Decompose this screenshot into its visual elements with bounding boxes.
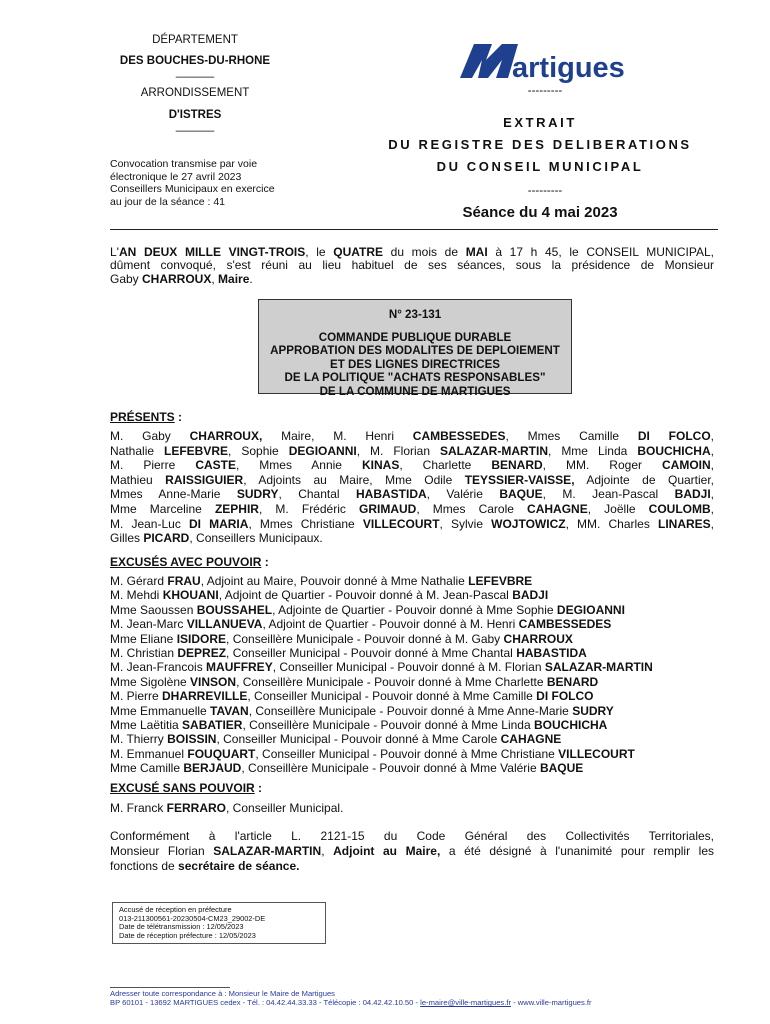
text-run: M. Mehdi	[110, 588, 163, 603]
text-run: , M. Jean-Pascal	[542, 487, 675, 502]
text-run: à 17 h 45, le CONSEIL MUNICIPAL,	[487, 245, 715, 259]
footer-line-1: Adresser toute correspondance à : Monsieur le Maire de Martigues	[110, 989, 335, 998]
text-run: ,	[710, 501, 714, 516]
text-run: , Conseillers Municipaux.	[189, 531, 323, 546]
excuse-sans-section	[110, 781, 714, 815]
bold-text-run: PICARD	[143, 531, 190, 546]
footer-address: BP 60101 - 13692 MARTIGUES cedex - Tél. : 04.42.44.33.33 - Télécopie : 04.42.42.10.50 -	[110, 998, 421, 1008]
text-run: , M. Florian	[356, 443, 441, 458]
text-run: du mois de	[383, 245, 466, 259]
text-run: M. Christian	[110, 646, 178, 661]
excuses-list	[110, 574, 714, 776]
text-run: , le	[305, 245, 334, 259]
convocation-block	[110, 158, 310, 208]
bold-text-run: DEPREZ	[177, 646, 227, 661]
excuse-line	[110, 718, 714, 732]
bold-text-run: VINSON	[190, 674, 237, 689]
text-run: M. Gérard	[110, 574, 168, 588]
text-run: Mme Marceline	[110, 501, 215, 516]
text-run: Mme Emmanuelle	[110, 703, 211, 718]
text-run: Maire, M. Henri	[262, 429, 413, 443]
conformement-line-1	[110, 829, 714, 844]
text-run: , Chantal	[278, 487, 356, 502]
stamp-line: Date de télétransmission : 12/05/2023	[119, 922, 244, 932]
text-run: ,	[710, 487, 715, 502]
text-run: M. Jean-Marc	[110, 617, 187, 632]
excuses-heading-suffix: :	[261, 555, 269, 569]
bold-text-run: SALAZAR-MARTIN	[213, 844, 322, 858]
text-run: ,	[710, 458, 714, 473]
separator: ______	[175, 66, 215, 78]
presents-heading: PRÉSENTS	[110, 410, 175, 424]
text-run: , Sophie	[228, 443, 289, 458]
deliberation-title-line: COMMANDE PUBLIQUE DURABLE	[318, 330, 512, 344]
text-run: Mmes Anne-Marie	[110, 487, 237, 502]
excuse-line	[110, 617, 714, 631]
bold-text-run: KINAS	[361, 458, 400, 473]
bold-text-run: ZEPHIR	[214, 501, 259, 516]
excuse-line	[110, 747, 714, 761]
text-run: , Conseillère Municipale - Pouvoir donné à Mme Linda	[242, 718, 534, 733]
martigues-logo	[458, 40, 630, 84]
excuse-sans-heading-row	[110, 781, 714, 795]
bold-text-run: BAQUE	[499, 487, 543, 502]
excuse-line	[110, 632, 714, 646]
stamp-line: Accusé de réception en préfecture	[119, 905, 232, 914]
text-run: , Mmes Camille	[505, 429, 638, 443]
bold-text-run: LINARES	[657, 516, 711, 531]
text-run: M. Gaby	[110, 429, 190, 443]
intro-line-2	[110, 259, 714, 272]
text-run: , MM. Charles	[565, 516, 658, 531]
excuses-heading: EXCUSÉS AVEC POUVOIR	[110, 555, 262, 569]
deliberation-title-line: ET DES LIGNES DIRECTRICES	[329, 357, 501, 371]
excuse-line	[110, 574, 714, 588]
text-run: , Conseiller Municipal - Pouvoir donné à Mme Christiane	[255, 746, 559, 761]
text-run: , Mmes Annie	[235, 458, 362, 473]
bold-text-run: CHARROUX	[503, 631, 573, 646]
bold-text-run: CHARROUX,	[189, 429, 263, 443]
excuse-line	[110, 660, 714, 674]
extrait-separator: ---------	[527, 185, 563, 197]
convocation-line: au jour de la séance : 41	[110, 195, 225, 208]
text-run: , Sylvie	[439, 516, 492, 531]
bold-text-run: BADJI	[674, 487, 711, 502]
bold-text-run: HABASTIDA	[516, 646, 587, 661]
bold-text-run: CAMBESSEDES	[412, 429, 506, 443]
excuse-sans-heading: EXCUSÉ SANS POUVOIR	[110, 781, 255, 795]
bold-text-run: DEGIOANNI	[288, 443, 357, 458]
arrondissement-label: ARRONDISSEMENT	[140, 87, 250, 99]
seance-date: Séance du 4 mai 2023	[462, 204, 618, 221]
text-run: , Conseiller Municipal - Pouvoir donné à Mme Carole	[216, 732, 501, 747]
extrait-title: EXTRAIT	[503, 115, 577, 130]
header-rule	[110, 229, 718, 230]
excuses-heading-row	[110, 555, 714, 569]
text-run: L'	[110, 245, 119, 259]
text-run: , Adjoints au Maire, Mme Odile	[243, 472, 465, 487]
text-run: ,	[710, 429, 715, 443]
presents-list	[110, 429, 714, 546]
conformement-line-2	[110, 844, 714, 859]
text-run: ,	[211, 271, 219, 286]
text-run: a été désigné à l'unanimité pour remplir les	[440, 844, 715, 858]
text-run: , Conseillère Municipale - Pouvoir donné à Mme Anne-Marie	[248, 703, 573, 718]
text-run: , Joëlle	[587, 501, 649, 516]
bold-text-run: TEYSSIER-VAISSE,	[464, 472, 575, 487]
text-run: M. Jean-Luc	[110, 516, 189, 531]
text-run: , Charlette	[399, 458, 492, 473]
arrondissement-name: D'ISTRES	[168, 109, 222, 121]
excuse-sans-heading-suffix: :	[254, 781, 263, 795]
bold-text-run: KHOUANI	[162, 588, 219, 603]
text-run: , Conseiller Municipal - Pouvoir donné à Mme Camille	[247, 689, 537, 704]
presents-line	[110, 531, 714, 546]
deliberation-title-line: DE LA COMMUNE DE MARTIGUES	[319, 384, 511, 398]
bold-text-run: DHARREVILLE	[162, 689, 248, 704]
excuse-sans-line	[110, 801, 714, 815]
prefecture-receipt-stamp	[112, 902, 326, 944]
bold-text-run: BADJI	[512, 588, 549, 603]
text-run: M. Pierre	[110, 458, 196, 473]
bold-text-run: TAVAN	[210, 703, 249, 718]
deliberation-title-line: APPROBATION DES MODALITES DE DEPLOIEMENT	[270, 344, 560, 357]
departement-name: DES BOUCHES-DU-RHONE	[119, 55, 271, 67]
intro-line-3	[110, 273, 714, 286]
bold-text-run: ISIDORE	[176, 631, 227, 646]
text-run: Monsieur Florian	[110, 844, 214, 858]
bold-text-run: FERRARO	[166, 801, 227, 815]
bold-text-run: DI FOLCO	[536, 689, 594, 704]
separator: ______	[175, 120, 215, 132]
text-run: , Conseiller Municipal - Pouvoir donné à Mme Chantal	[226, 646, 517, 661]
bold-text-run: RAISSIGUIER	[165, 472, 244, 487]
registre-title: DU REGISTRE DES DELIBERATIONS	[388, 137, 692, 152]
text-run: M. Pierre	[110, 689, 163, 704]
bold-text-run: BAQUE	[539, 761, 584, 776]
excuse-line	[110, 603, 714, 617]
bold-text-run: VILLECOURT	[362, 516, 440, 531]
excuse-line	[110, 761, 714, 775]
presents-line	[110, 444, 714, 459]
stamp-line: 013-211300561-20230504-CM23_29002-DE	[119, 913, 266, 923]
bold-text-run: secrétaire de séance.	[178, 859, 300, 873]
bold-text-run: BENARD	[546, 674, 599, 689]
conformement-paragraph	[110, 829, 714, 874]
text-run: Mme Saoussen	[110, 602, 197, 617]
bold-text-run: AN DEUX MILLE VINGT-TROIS	[118, 245, 306, 259]
bold-text-run: QUATRE	[333, 245, 384, 259]
intro-paragraph	[110, 246, 714, 286]
deliberation-number: N° 23-131	[388, 308, 442, 321]
deliberation-box	[258, 299, 572, 398]
text-run: ,	[710, 516, 714, 531]
bold-text-run: MAI	[465, 245, 488, 259]
text-run: , Valérie	[426, 487, 500, 502]
excuse-line	[110, 646, 714, 660]
bold-text-run: VILLECOURT	[558, 746, 635, 761]
text-run: M. Jean-Francois	[110, 660, 207, 675]
bold-text-run: BOUCHICHA	[637, 443, 711, 458]
text-run: , Conseillère Municipale - Pouvoir donné à Mme Charlette	[236, 674, 547, 689]
bold-text-run: BENARD	[491, 458, 543, 473]
bold-text-run: DI FOLCO	[637, 429, 711, 443]
text-run: Mathieu	[110, 472, 166, 487]
text-run: ,	[710, 443, 714, 458]
logo-text: artigues	[512, 52, 625, 84]
text-run: Mme Laëtitia	[110, 718, 183, 733]
bold-text-run: Maire	[218, 271, 250, 286]
footer-website: - www.ville-martigues.fr	[510, 998, 592, 1008]
text-run: Mme Camille	[110, 761, 184, 776]
deliberation-title-line: DE LA POLITIQUE "ACHATS RESPONSABLES"	[284, 371, 546, 384]
text-run: Conformément à l'article L. 2121-15 du Code Général des Collectivités Territoriales,	[110, 829, 714, 843]
bold-text-run: BERJAUD	[183, 761, 242, 776]
text-run: , Adjoint au Maire, Pouvoir donné à Mme Nathalie	[200, 574, 469, 588]
logo-separator: ---------	[527, 85, 563, 97]
bold-text-run: SUDRY	[572, 703, 614, 718]
text-run: , Mmes Christiane	[248, 516, 363, 531]
presents-line	[110, 458, 714, 473]
text-run: , Adjoint de Quartier - Pouvoir donné à M. Jean-Pascal	[218, 588, 513, 603]
text-run: .	[249, 271, 253, 286]
excuse-line	[110, 732, 714, 746]
bold-text-run: SALAZAR-MARTIN	[440, 443, 548, 458]
convocation-line: Conseillers Municipaux en exercice	[110, 183, 275, 196]
excuse-line	[110, 675, 714, 689]
text-run: , Conseillère Municipale - Pouvoir donné à Mme Valérie	[241, 761, 540, 776]
intro-line-1	[110, 246, 714, 259]
bold-text-run: CAHAGNE	[500, 732, 562, 747]
text-run: M. Thierry	[110, 732, 168, 747]
bold-text-run: CAMBESSEDES	[518, 617, 612, 632]
bold-text-run: Adjoint au Maire,	[333, 844, 441, 858]
text-run: , Adjoint de Quartier - Pouvoir donné à M. Henri	[262, 617, 519, 632]
text-run: Nathalie	[110, 443, 165, 458]
footer-rule	[110, 987, 230, 988]
presents-heading-row	[110, 410, 714, 424]
footer	[110, 989, 730, 1007]
bold-text-run: BOUCHICHA	[533, 718, 608, 733]
presents-line	[110, 517, 714, 532]
bold-text-run: SALAZAR-MARTIN	[544, 660, 653, 675]
convocation-line: électronique le 27 avril 2023	[110, 170, 242, 183]
bold-text-run: FOUQUART	[187, 746, 256, 761]
bold-text-run: BOUSSAHEL	[196, 602, 273, 617]
text-run: dûment convoqué, s'est réuni au lieu habituel de ses séances, sous la présidence de Monsieur	[110, 258, 714, 273]
bold-text-run: CASTE	[195, 458, 236, 473]
bold-text-run: LEFEBVRE	[164, 443, 229, 458]
text-run: , M. Frédéric	[258, 501, 359, 516]
text-run: , Conseiller Municipal.	[226, 801, 344, 815]
text-run: ,	[321, 844, 334, 858]
excuse-line	[110, 704, 714, 718]
text-run: Gaby	[110, 271, 143, 286]
footer-line-2	[110, 998, 730, 1007]
text-run: M. Franck	[110, 801, 167, 815]
text-run: fonctions de	[110, 859, 179, 873]
bold-text-run: LEFEVBRE	[468, 574, 533, 588]
conformement-line-3	[110, 859, 714, 874]
stamp-line: Date de réception préfecture : 12/05/2023	[119, 930, 256, 940]
conseil-title: DU CONSEIL MUNICIPAL	[436, 159, 644, 174]
text-run: , Mmes Carole	[416, 501, 528, 516]
presents-line	[110, 502, 714, 517]
text-run: , Mme Linda	[548, 443, 638, 458]
bold-text-run: SUDRY	[236, 487, 279, 502]
bold-text-run: DI MARIA	[188, 516, 249, 531]
text-run: , MM. Roger	[542, 458, 662, 473]
bold-text-run: FRAU	[167, 574, 201, 588]
departement-label: DÉPARTEMENT	[152, 34, 238, 46]
presents-line	[110, 429, 714, 444]
bold-text-run: BOISSIN	[167, 732, 217, 747]
bold-text-run: MAUFFREY	[206, 660, 273, 675]
text-run: , Adjointe de Quartier - Pouvoir donné à Mme Sophie	[272, 602, 557, 617]
bold-text-run: HABASTIDA	[356, 487, 427, 502]
text-run: Mme Eliane	[110, 631, 177, 646]
presents-line	[110, 473, 714, 488]
department-block	[95, 33, 295, 130]
convocation-line: Convocation transmise par voie	[110, 158, 258, 170]
text-run: Adjointe de Quartier,	[574, 472, 715, 487]
excuses-section	[110, 555, 714, 776]
text-run: M. Emmanuel	[110, 746, 188, 761]
bold-text-run: CHARROUX	[142, 271, 212, 286]
text-run: , Conseiller Municipal - Pouvoir donné à M. Florian	[272, 660, 545, 675]
bold-text-run: WOJTOWICZ	[491, 516, 566, 531]
bold-text-run: CAHAGNE	[527, 501, 588, 516]
bold-text-run: SABATIER	[182, 718, 243, 733]
presents-section	[110, 410, 714, 546]
bold-text-run: CAMOIN	[661, 458, 711, 473]
presents-heading-suffix: :	[174, 410, 183, 424]
extrait-block	[340, 114, 740, 176]
excuse-line	[110, 689, 714, 703]
bold-text-run: DEGIOANNI	[556, 602, 625, 617]
bold-text-run: COULOMB	[648, 501, 711, 516]
excuse-line	[110, 588, 714, 602]
bold-text-run: VILLANUEVA	[186, 617, 263, 632]
text-run: Gilles	[110, 531, 144, 546]
text-run: Mme Sigolène	[110, 674, 191, 689]
text-run: , Conseillère Municipale - Pouvoir donné à M. Gaby	[226, 631, 504, 646]
footer-email-link[interactable]: le-maire@ville-martigues.fr	[420, 998, 511, 1008]
presents-line	[110, 487, 714, 502]
bold-text-run: GRIMAUD	[359, 501, 417, 516]
